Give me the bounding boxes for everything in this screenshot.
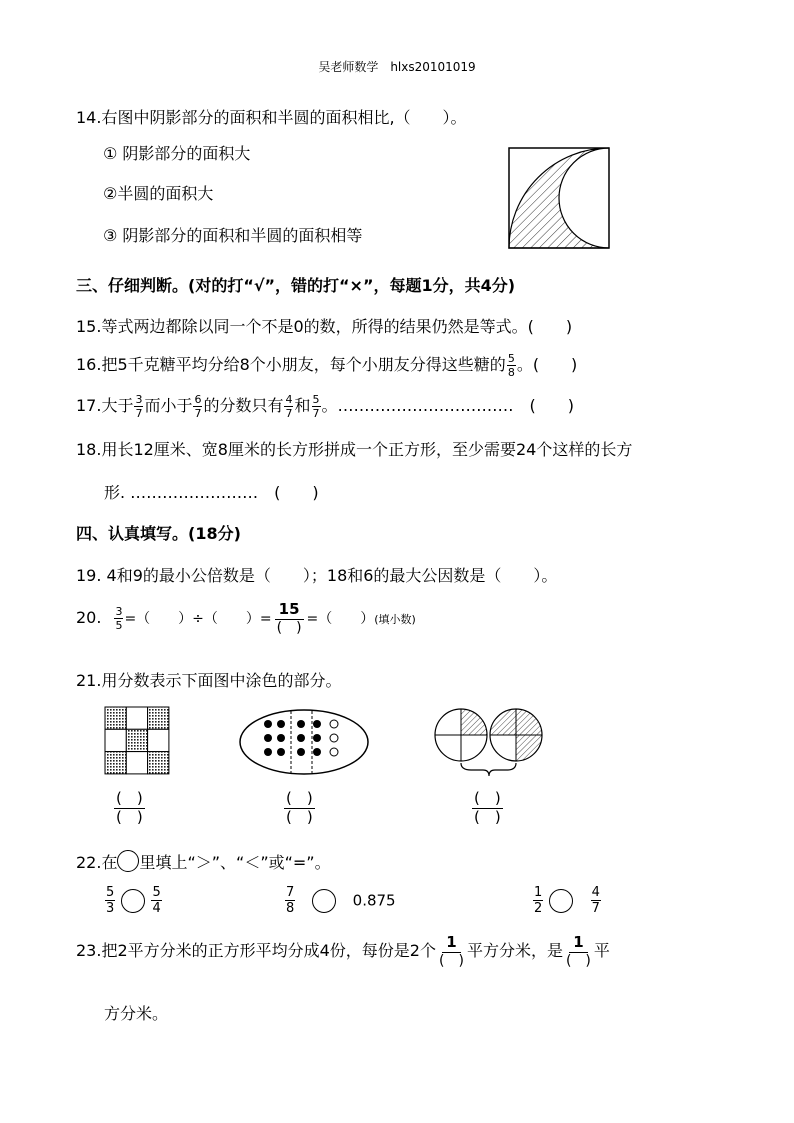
q17-fraction-1: $\frac{3}{7}$ <box>135 393 143 420</box>
compare-circle-icon <box>117 850 139 872</box>
q14-option-1: ① 阴影部分的面积大 <box>103 144 251 163</box>
section-4-title: 四、认真填写。(18分) <box>76 524 241 543</box>
q17-fraction-4: $\frac{5}{7}$ <box>312 393 320 420</box>
q18-line-1: 18.用长12厘米、宽8厘米的长方形拼成一个正方形，至少需要24个这样的长方 <box>76 440 633 459</box>
q21-answer-1: ( ) ( ) <box>116 789 143 827</box>
q16-line: 16.把5千克糖平均分给8个小朋友，每个小朋友分得这些糖的 $\frac{5}{8}$ 。( ) <box>76 352 578 379</box>
q22-item-2: $\frac{7}{8}$ 0.875 <box>286 885 396 916</box>
page-header: 吴老师数学 hlxs20101019 <box>318 60 476 74</box>
q17-line: 17.大于 $\frac{3}{7}$ 而小于 $\frac{6}{7}$ 的分数只有 $\frac{4}{7}$ 和 $\frac{5}{7}$ 。…………………………… ( ) <box>76 393 574 420</box>
q21-answer-3: ( ) ( ) <box>474 789 501 827</box>
q22-compare-circle-2[interactable] <box>312 889 336 913</box>
q23-fraction-2: $\frac{1}{( )}$ <box>565 933 591 969</box>
q20-fraction-2: $\frac{15}{( )}$ <box>276 600 302 636</box>
q15-text: 15.等式两边都除以同一个不是0的数，所得的结果仍然是等式。( ) <box>76 317 573 336</box>
q21-figure-grid <box>104 706 170 776</box>
q23-fraction-1: $\frac{1}{( )}$ <box>439 933 464 969</box>
q17-fraction-2: $\frac{6}{7}$ <box>194 393 202 420</box>
section-3-title: 三、仔细判断。(对的打“√”，错的打“×”，每题1分，共4分) <box>76 276 516 295</box>
q21-answer-2: ( ) ( ) <box>286 789 313 827</box>
q17-fraction-3: $\frac{4}{7}$ <box>285 393 293 420</box>
q22-compare-circle-1[interactable] <box>121 889 145 913</box>
q14-stem: 14.右图中阴影部分的面积和半圆的面积相比,（ ）。 <box>76 108 467 127</box>
q22-item-3: $\frac{1}{2}$ $\frac{4}{7}$ <box>534 885 600 916</box>
q14-figure-shaded-crescent <box>506 145 612 251</box>
q18-line-2: 形. …………………… ( ) <box>104 483 319 502</box>
q19-text: 19. 4和9的最小公倍数是（ ）；18和6的最大公因数是（ ）。 <box>76 566 558 585</box>
q22-line: 22.在 里填上“＞”、“＜”或“=”。 <box>76 850 331 873</box>
q23-line-2: 方分米。 <box>104 1004 169 1023</box>
q22-compare-circle-3[interactable] <box>549 889 573 913</box>
q14-option-2: ②半圆的面积大 <box>103 184 214 203</box>
q20-line: 20. $\frac{3}{5}$ =（ ）÷（ ）= $\frac{15}{( )}$ =（ ）(填小数) <box>76 600 416 636</box>
q21-text: 21.用分数表示下面图中涂色的部分。 <box>76 671 342 690</box>
q20-fraction-1: $\frac{3}{5}$ <box>115 605 123 633</box>
q21-figure-two-circles <box>433 708 549 778</box>
q23-line-1: 23.把2平方分米的正方形平均分成4份，每份是2个 $\frac{1}{( )}$ 平方分米，是 $\frac{1}{( )}$ 平 <box>76 933 610 969</box>
q14-option-3: ③ 阴影部分的面积和半圆的面积相等 <box>103 226 363 245</box>
q16-fraction: $\frac{5}{8}$ <box>507 352 515 379</box>
q21-figure-oval-dots <box>238 707 370 777</box>
q22-item-1: $\frac{5}{3}$ $\frac{5}{4}$ <box>106 885 161 916</box>
